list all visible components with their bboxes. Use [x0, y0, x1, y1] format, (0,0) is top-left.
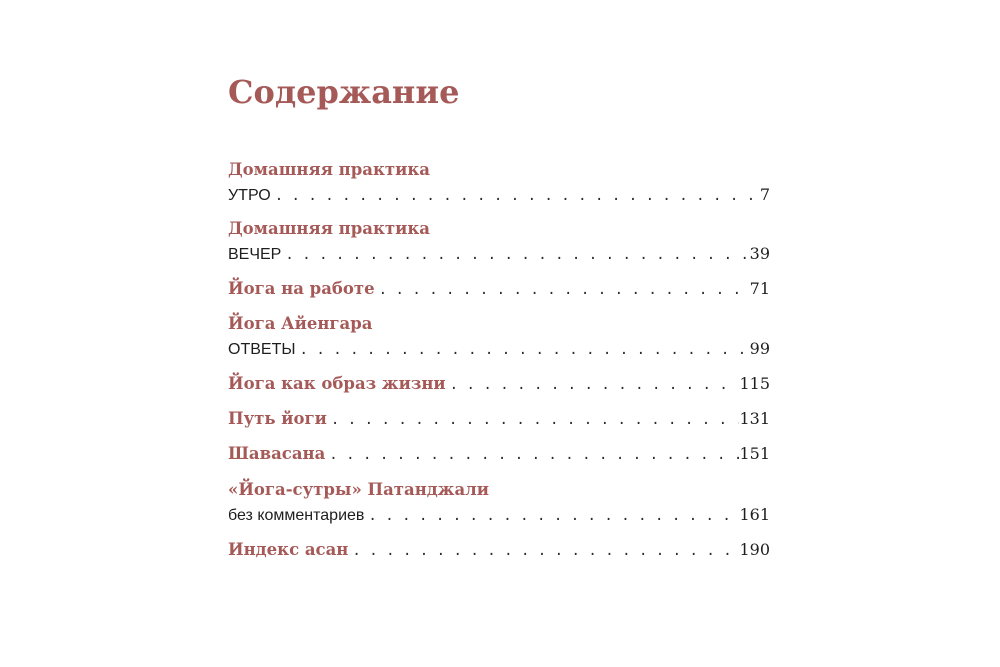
toc-entry-line	[228, 502, 770, 528]
toc-page-number: 7	[759, 185, 770, 204]
toc-page-number: 131	[739, 409, 770, 428]
toc-entry[interactable]	[228, 537, 770, 563]
dot-leader	[375, 277, 750, 303]
toc-page-number: 71	[749, 279, 770, 298]
dot-leader	[364, 503, 739, 529]
toc-entry-line	[228, 182, 770, 208]
toc-page-number: 151	[739, 444, 770, 463]
dot-leader	[281, 242, 749, 268]
toc-entry-title: Путь йоги	[228, 409, 327, 428]
toc-entry[interactable]	[228, 276, 770, 302]
dot-leader	[327, 407, 740, 433]
toc-entry-title: Йога на работе	[228, 279, 375, 298]
toc-entry[interactable]	[228, 158, 770, 208]
toc-entry-heading: Домашняя практика	[228, 219, 430, 238]
page-title: Содержание	[228, 73, 460, 111]
toc-entry[interactable]	[228, 312, 770, 362]
toc-entry-heading: Йога Айенгара	[228, 314, 373, 333]
toc-page-number: 115	[739, 374, 770, 393]
toc-entry-title: без комментариев	[228, 507, 365, 524]
toc-entry[interactable]	[228, 478, 770, 528]
toc-entry-line	[228, 441, 770, 467]
toc-entry[interactable]	[228, 217, 770, 267]
toc-entry-title: ВЕЧЕР	[228, 246, 282, 263]
toc-entry[interactable]	[228, 406, 770, 432]
toc-page-number: 39	[749, 244, 770, 263]
toc-entry-line	[228, 406, 770, 432]
toc-entry-line	[228, 336, 770, 362]
toc-entry-title: Индекс асан	[228, 540, 349, 559]
table-of-contents-page	[228, 0, 770, 667]
toc-entry-heading: «Йога-сутры» Патанджали	[228, 480, 490, 499]
dot-leader	[296, 337, 750, 363]
toc-page-number: 161	[739, 505, 770, 524]
toc-entry-heading: Домашняя практика	[228, 160, 430, 179]
dot-leader	[325, 442, 739, 468]
toc-entry-line	[228, 241, 770, 267]
toc-entry-line	[228, 371, 770, 397]
toc-page-number: 190	[739, 540, 770, 559]
toc-entry-title: ОТВЕТЫ	[228, 341, 296, 358]
toc-entry-title: Йога как образ жизни	[228, 374, 446, 393]
toc-page-number: 99	[749, 339, 770, 358]
toc-entry[interactable]	[228, 371, 770, 397]
dot-leader	[348, 538, 739, 564]
toc-entry[interactable]	[228, 441, 770, 467]
toc-entry-title: УТРО	[228, 187, 271, 204]
dot-leader	[271, 183, 752, 209]
toc-entry-line	[228, 276, 770, 302]
toc-entry-title: Шавасана	[228, 444, 326, 463]
toc-entry-line	[228, 537, 770, 563]
dot-leader	[446, 372, 740, 398]
